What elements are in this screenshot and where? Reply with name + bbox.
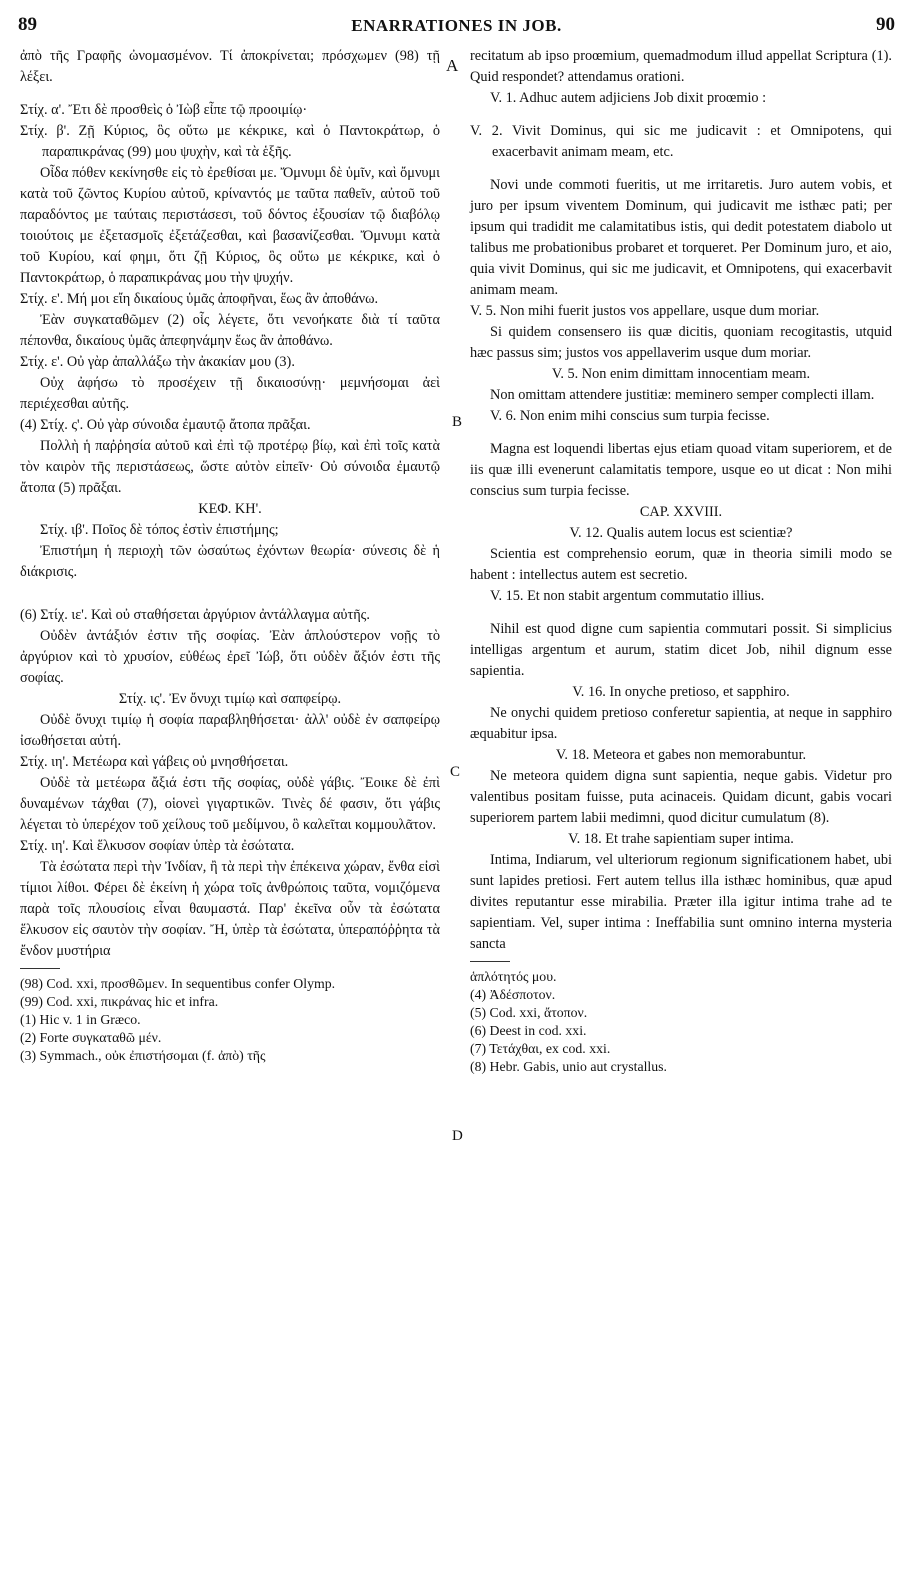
greek-paragraph: (6) Στίχ. ιε'. Καὶ οὐ σταθήσεται ἀργύριον ἀντάλλαγμα αὐτῆς. [20,607,370,623]
paragraph-spacer [20,88,440,100]
greek-paragraph: Ἐὰν συγκαταθῶμεν (2) οἷς λέγετε, ὅτι νενοήκατε διὰ τί ταῦτα πέπονθα, δικαίους ὑμᾶς ἀπεφηνάμην ἕως ἂν ἀποθάνω. [20,312,440,349]
latin-paragraph: V. 18. Et trahe sapientiam super intima. [568,831,794,847]
greek-paragraph: Στίχ. ιβ'. Ποῖος δὲ τόπος ἐστὶν ἐπιστήμης; [40,522,279,538]
margin-letter-a: A [446,56,459,75]
latin-paragraph: Nihil est quod digne cum sapientia commutari possit. Si simplicius intelligas argentum et aurum, statim dicet Job, nihil dignum esse sapientia. [470,621,892,679]
greek-paragraph: Στίχ. α'. Ἔτι δὲ προσθεὶς ὁ Ἰὼβ εἶπε τῷ προοιμίῳ· [20,102,308,118]
paragraph-spacer [470,427,892,439]
margin-letter-b: B [452,414,463,430]
latin-paragraph: Intima, Indiarum, vel ulteriorum regionum significationem habet, ubi sunt lapides pretiosi. Fert autem tellus illa isthæc hominibus, quæ apud divites reputantur esse mirabilia. Præter illa igitur intima trahe ad te sapientiam. Vel, super intima : Ineffabilia sunt omnino interna mysteria sancta [470,852,892,952]
footnote: (98) Cod. xxi, προσθῶμεν. In sequentibus confer Olymp. [20,976,336,991]
footnote: (4) Ἀδέσποτον. [470,987,556,1002]
footnote: (6) Deest in cod. xxi. [470,1023,587,1038]
latin-paragraph: V. 5. Non mihi fuerit justos vos appellare, usque dum moriar. [470,303,820,319]
greek-paragraph: Οὐδὲ ὄνυχι τιμίῳ ἡ σοφία παραβληθήσεται· ἀλλ' οὐδὲ ἐν σαπφείρῳ ἰσωθήσεται αὐτή. [20,712,440,749]
greek-paragraph: Οὐχ ἀφήσω τὸ προσέχειν τῇ δικαιοσύνῃ· μεμνήσομαι ἀεὶ περιέχεσθαι αὐτῆς. [20,375,440,412]
greek-paragraph: Στίχ. β'. Ζῇ Κύριος, ὃς οὕτω με κέκρικε, καὶ ὁ Παντοκράτωρ, ὁ παραπικράνας (99) μου ψυχὴν, καὶ τὰ ἑξῆς. [20,123,440,160]
greek-paragraph: Οὐδὲν ἀντάξιόν ἐστιν τῆς σοφίας. Ἐὰν ἁπλούστερον νοῇς τὸ ἀργύριον καὶ τὸ χρυσίον, εὐθέως ἐρεῖ Ἰώβ, ὅτι οὐδὲν ἄξιόν ἐστι τῆς σοφίας. [20,628,440,686]
greek-paragraph: Στίχ. ιη'. Μετέωρα καὶ γάβεις οὐ μνησθήσεται. [20,754,289,770]
latin-column [470,46,892,1076]
footnote: (3) Symmach., οὐκ ἐπιστήσομαι (f. ἀπὸ) τῆς [20,1048,266,1063]
footnote-rule [20,968,60,969]
latin-paragraph: Ne meteora quidem digna sunt sapientia, neque gabis. Videtur pro valentibus positam fuisse, puta acinaceis. Quidam dicunt, gabis vocari superiorem partem labii medimni, quod dicitur cumulatum (8). [470,768,892,826]
latin-paragraph: Ne onychi quidem pretioso conferetur sapientia, at neque in sapphiro æquabitur ipsa. [470,705,892,742]
paragraph-spacer [470,163,892,175]
paragraph-spacer [470,607,892,619]
latin-paragraph: V. 2. Vivit Dominus, qui sic me judicavit : et Omnipotens, qui exacerbavit animam meam, etc. [470,123,892,160]
latin-paragraph: Novi unde commoti fueritis, ut me irritaretis. Juro autem vobis, et juro per ipsum viventem Dominum, qui judicavit me isthæc pati; per ipsum qui tradidit me calamitatibus istis, qui dedit potestatem diabolo ut talibus me probationibus probaret et torqueret. Per Dominum juro, et aio, quia vivit Dominus, qui sic me judicavit, et Omnipotens, qui exacerbavit animam meam. [470,177,892,298]
latin-paragraph: V. 18. Meteora et gabes non memorabuntur. [555,747,807,763]
paragraph-spacer [20,583,440,605]
greek-paragraph: Οὐδὲ τὰ μετέωρα ἄξιά ἐστι τῆς σοφίας, οὐδὲ γάβις. Ἔοικε δὲ ἐπὶ δυναμένων τάχθαι (7), οἱονεὶ γιγαρτικῶν. Τινὲς δέ φασιν, ὅτι γάβις λέγεται τὸ ὑπερέχον τοῦ χείλους τοῦ μεδίμνου, ὃ καλεῖται κομμουλᾶτον. [20,775,440,833]
footnote-rule [470,961,510,962]
footnote: (5) Cod. xxi, ἄτοπον. [470,1005,588,1020]
latin-paragraph: V. 16. In onyche pretioso, et sapphiro. [572,684,790,700]
latin-paragraph: V. 15. Et non stabit argentum commutatio illius. [490,588,765,604]
footnote: (1) Hic v. 1 in Græco. [20,1012,141,1027]
greek-column-body [20,46,440,962]
latin-paragraph: Non omittam attendere justitiæ: meminero semper complecti illam. [490,387,875,403]
latin-paragraph: Scientia est comprehensio eorum, quæ in theoria simili modo se habent : intellectus autem est secretio. [470,546,892,583]
latin-paragraph: V. 6. Non enim mihi conscius sum turpia fecisse. [490,408,770,424]
greek-paragraph: ἀπὸ τῆς Γραφῆς ὠνομασμένον. Τί ἀποκρίνεται; πρόσχωμεν (98) τῇ λέξει. [20,48,440,85]
greek-paragraph: Ἐπιστήμη ἡ περιοχὴ τῶν ὡσαύτως ἐχόντων θεωρία· σύνεσις δὲ ἡ διάκρισις. [20,543,440,580]
latin-paragraph: V. 1. Adhuc autem adjiciens Job dixit proœmio : [490,90,767,106]
greek-paragraph: Στίχ. ε'. Οὐ γὰρ ἀπαλλάξω τὴν ἀκακίαν μου (3). [20,354,295,370]
page-header [18,10,895,40]
latin-paragraph: CAP. XXVIII. [639,504,723,520]
page-number-right: 90 [876,14,895,35]
footnote: (7) Τετάχθαι, ex cod. xxi. [470,1041,611,1056]
margin-letter-d: D [452,1128,463,1144]
footnote: (99) Cod. xxi, πικράνας hic et infra. [20,994,219,1009]
running-title: ENARRATIONES IN JOB. [351,16,562,35]
latin-paragraph: V. 5. Non enim dimittam innocentiam meam. [551,366,811,382]
greek-paragraph: ΚΕΦ. ΚΗ'. [198,501,262,517]
greek-paragraph: Στίχ. ις'. Ἐν ὄνυχι τιμίῳ καὶ σαπφείρῳ. [118,691,342,707]
latin-paragraph: Magna est loquendi libertas ejus etiam quoad vitam superiorem, et de iis quæ illi evenerunt calamitatis tempore, usque eo ut dicat : Non mihi conscius sum turpia fecisse. [470,441,892,499]
latin-column-body [470,46,892,955]
footnote: (2) Forte συγκαταθῶ μέν. [20,1030,162,1045]
greek-paragraph: Πολλὴ ἡ παῤῥησία αὐτοῦ καὶ ἐπὶ τῷ προτέρῳ βίῳ, καὶ ἐπὶ τοῖς κατὰ τὸν καιρὸν τῆς περιστάσεως, ὥστε αὐτὸν εἰπεῖν· Οὐ σύνοιδα ἐμαυτῷ ἄτοπα (5) πρᾶξαι. [20,438,440,496]
margin-letter-c: C [450,764,461,780]
greek-paragraph: Τὰ ἐσώτατα περὶ τὴν Ἰνδίαν, ἢ τὰ περὶ τὴν ἐπέκεινα χώραν, ἔνθα εἰσὶ τίμιοι λίθοι. Φέρει δὲ ἐκείνη ἡ χώρα τοῖς ἀνθρώποις ταῦτα, νομιζόμενα παρὰ τοῖς πλουσίοις εἶναι θαυμαστά. Παρ' ἐκεῖνα οὖν τὰ ἐσώτατα ἕλκυσον εἰς σαυτὸν τὴν σοφίαν. Ἤ, ὑπὲρ τὰ ἐσώτατα, ὑπεραπόῤῥητα τὰ ἔνδον μυστήρια [20,859,440,959]
greek-footnotes [20,975,440,1065]
greek-paragraph: (4) Στίχ. ς'. Οὐ γὰρ σύνοιδα ἐμαυτῷ ἄτοπα πρᾶξαι. [20,417,311,433]
page-number-left: 89 [18,14,37,35]
latin-paragraph: V. 12. Qualis autem locus est scientiæ? [569,525,793,541]
greek-column [20,46,440,1065]
greek-paragraph: Στίχ. ιη'. Καὶ ἕλκυσον σοφίαν ὑπὲρ τὰ ἐσώτατα. [20,838,295,854]
latin-footnotes [470,968,892,1076]
latin-paragraph: Si quidem consensero iis quæ dicitis, quoniam recogitastis, utquid hæc passus sim; justos vos appellaverim usque dum moriar. [470,324,892,361]
footnote: ἁπλότητός μου. [470,969,557,984]
footnote: (8) Hebr. Gabis, unio aut crystallus. [470,1059,667,1074]
latin-paragraph: recitatum ab ipso proœmium, quemadmodum illud appellat Scriptura (1). Quid respondet? attendamus orationi. [470,48,892,85]
paragraph-spacer [470,109,892,121]
greek-paragraph: Οἶδα πόθεν κεκίνησθε εἰς τὸ ἐρεθίσαι με. Ὄμνυμι δὲ ὑμῖν, καὶ ὄμνυμι κατὰ τοῦ ζῶντος Κυρίου αὐτοῦ, κρίναντός με ταῦτα παθεῖν, αὐτοῦ τοῦ παραδόντος με ταύταις περιστάσεσι, τοῦ δόντος ἐξουσίαν τῷ διαβόλῳ τοιούτοις με ἐξετασμοῖς ἐξετάζεσθαι, καὶ βασανίζεσθαι. Ὄμνυμι κατὰ τοῦ Κυρίου, καί φημι, ὅτι ζῇ Κύριος, ὃς οὕτω με κέκρικε, καὶ ὁ Παντοκράτωρ, ὁ παραπικράνας μου τὴν ψυχήν. [20,165,440,286]
greek-paragraph: Στίχ. ε'. Μή μοι εἴη δικαίους ὑμᾶς ἀποφῆναι, ἕως ἂν ἀποθάνω. [20,291,379,307]
